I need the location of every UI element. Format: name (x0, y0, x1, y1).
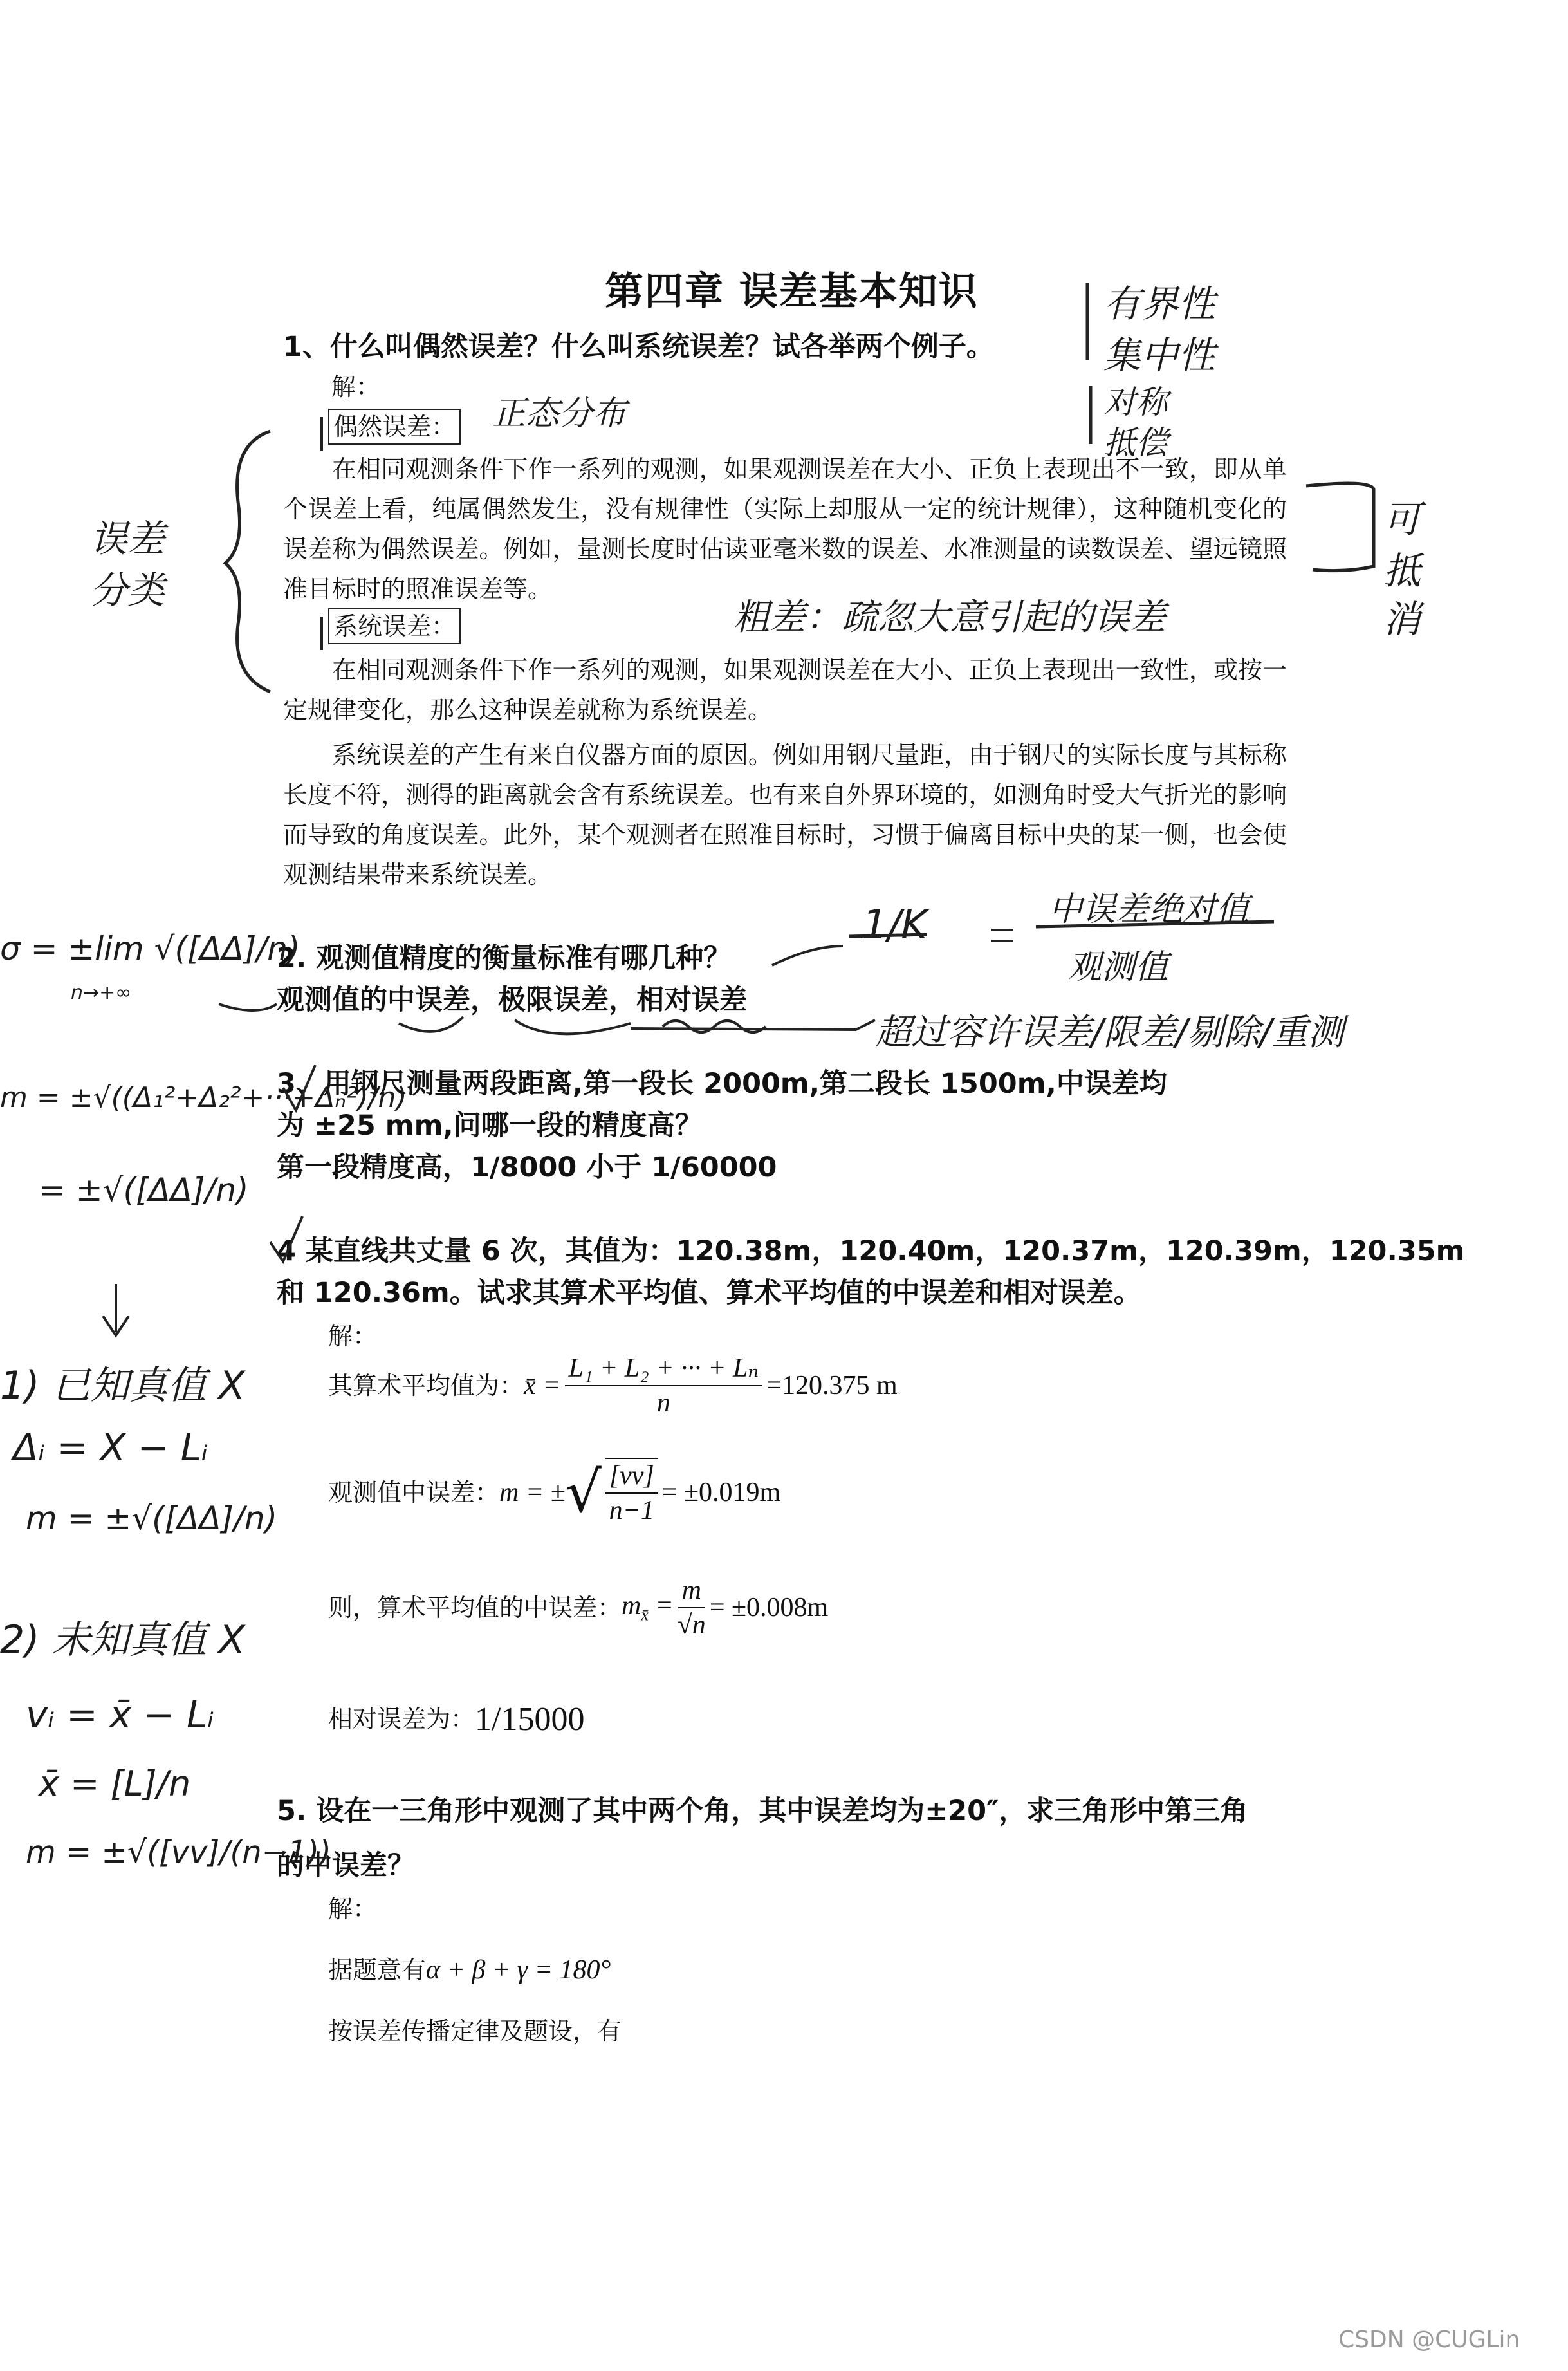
hw-left-f1: σ = ±lim √([ΔΔ]/n) (0, 930, 300, 967)
hw-left-f6: m = ±√([ΔΔ]/n) (26, 1500, 278, 1537)
hw-top-right-4: 抵偿 (1103, 424, 1168, 461)
question-3-line-2: 为 ±25 mm,问哪一段的精度高？ (277, 1110, 703, 1142)
mx-result: = ±0.008m (709, 1593, 829, 1623)
mx-symbol: $m_{x̄}$ = (622, 1591, 674, 1624)
hw-gross-error: 粗差：疏忽大意引起的误差 (733, 597, 1166, 638)
mean-denominator: n (656, 1388, 670, 1418)
q4-solution-label: 解： (328, 1322, 378, 1350)
k-fraction-line (849, 934, 927, 936)
system-error-text: 在相同观测条件下作一系列的观测，如果观测误差在大小、正负上表现出一致性，或按一定规律变化，那么这种误差就称为系统误差。 (283, 656, 1287, 724)
random-error-label: 偶然误差： (328, 409, 461, 445)
x-bar-symbol: x̄ = (524, 1371, 561, 1400)
question-3-line-1: 3、用钢尺测量两段距离,第一段长 2000m,第二段长 1500m,中误差均 (277, 1068, 1167, 1100)
q5-solution-label: 解： (328, 1895, 378, 1923)
underline-zhong (399, 1017, 463, 1032)
hw-left-f4: 1) 已知真值 X (0, 1363, 245, 1408)
arrow-to-k (772, 946, 843, 965)
hw-top-right-3: 对称 (1103, 384, 1168, 421)
question-4-line-2: 和 120.36m。试求其算术平均值、算术平均值的中误差和相对误差。 (277, 1277, 1141, 1309)
arrow-limit (631, 1020, 875, 1030)
hw-near-random: 正态分布 (492, 395, 627, 433)
relative-error-value: 1/15000 (475, 1700, 585, 1738)
hw-left-f2: m = ±√((Δ₁²+Δ₂²+···+Δₙ²)/n) (0, 1081, 407, 1114)
hw-left-f3: = ±√([ΔΔ]/n) (39, 1171, 249, 1209)
hw-relative-note-bottom: 观测值 (1068, 948, 1169, 987)
hw-left-f9: x̄ = [L]/n (39, 1763, 191, 1804)
hw-limit-note: 超过容许误差/限差/剔除/重测 (875, 1012, 1344, 1054)
mx-numerator: m (678, 1574, 705, 1608)
hw-right-side-1: 可 (1383, 497, 1421, 541)
m-numerator: [vv] (605, 1459, 658, 1494)
link-line (219, 1004, 277, 1010)
underline-jixian (515, 1020, 631, 1034)
hw-left-group-1: 误差 (90, 517, 165, 561)
hw-left-f8: vᵢ = x̄ − Lᵢ (26, 1693, 214, 1736)
hw-right-side-2: 抵 (1383, 549, 1421, 593)
hw-left-group-2: 分类 (90, 568, 165, 612)
note-fraction-line (1036, 922, 1274, 927)
answer-2: 观测值的中误差，极限误差，相对误差 (277, 984, 747, 1016)
check-q3 (283, 1065, 315, 1110)
equal-sign (991, 930, 1013, 941)
system-error-text-2: 系统误差的产生有来自仪器方面的原因。例如用钢尺量距，由于钢尺的实际长度与其标称长度不符，测得的距离就会含有系统误差。也有来自外界环境的，如测角时受大气折光的影响而导致的角度误差。此外，某个观测者在照准目标时，习惯于偏离目标中央的某一侧，也会使观测结果带来系统误差。 (283, 741, 1287, 889)
mean-numerator: L₁ + L₂ + ··· + Lₙ (565, 1352, 763, 1386)
check-q4 (270, 1216, 302, 1261)
question-1: 1、什么叫偶然误差？什么叫系统误差？试各举两个例子。 (283, 331, 994, 363)
question-4-line-1: 4 某直线共丈量 6 次，其值为：120.38m，120.40m，120.37m，120.39m，120.35m (277, 1235, 1465, 1267)
question-5-line-1: 5. 设在一三角形中观测了其中两个角，其中误差均为±20″，求三角形中第三角 (277, 1795, 1248, 1827)
m-result: = ±0.019m (661, 1478, 781, 1507)
system-error-label: 系统误差： (328, 608, 461, 644)
underline-xiangdui (663, 1021, 766, 1032)
hw-left-f1-sub: n→+∞ (71, 981, 132, 1004)
question-2: 2. 观测值精度的衡量标准有哪几种？ (277, 942, 732, 974)
m-denominator: n−1 (609, 1496, 654, 1525)
mean-result: =120.375 m (766, 1371, 898, 1400)
relative-error-label: 相对误差为： (328, 1705, 475, 1733)
question-5-line-2: 的中误差？ (277, 1850, 415, 1882)
mean-label: 其算术平均值为： (328, 1371, 524, 1400)
hw-top-right-2: 集中性 (1103, 333, 1216, 377)
hw-relative-note-top: 中误差绝对值 (1049, 890, 1250, 929)
mx-label: 则，算术平均值的中误差： (328, 1594, 622, 1622)
hw-right-side-3: 消 (1383, 597, 1421, 641)
hw-left-f7: 2) 未知真值 X (0, 1617, 245, 1662)
answer-3: 第一段精度高，1/8000 小于 1/60000 (277, 1151, 777, 1184)
m-label: 观测值中误差： (328, 1478, 500, 1507)
q5-line-1-label: 据题意有 (328, 1956, 427, 1984)
page-title: 第四章 误差基本知识 (605, 269, 979, 314)
hw-left-f10: m = ±√([vv]/(n−1)) (26, 1834, 331, 1870)
m-expr-left: m = ± (499, 1478, 566, 1507)
hw-top-right-1: 有界性 (1103, 282, 1216, 326)
q5-line-1-expr: α + β + γ = 180° (426, 1955, 611, 1985)
hw-left-f5: Δᵢ = X − Lᵢ (13, 1426, 208, 1469)
sqrt-symbol: √ (565, 1459, 602, 1525)
watermark: CSDN @CUGLin (1338, 2327, 1520, 2353)
q1-solution-label: 解： (331, 373, 381, 401)
down-arrow-left (103, 1284, 129, 1335)
left-brace (225, 431, 270, 692)
right-side-bracket (1306, 483, 1374, 571)
mx-denominator: √n (677, 1610, 706, 1640)
q5-line-2: 按误差传播定律及题设，有 (328, 2017, 622, 2045)
hw-relative-k: 1/K (862, 901, 927, 948)
random-error-text: 在相同观测条件下作一系列的观测，如果观测误差在大小、正负上表现出不一致，即从单个误差上看，纯属偶然发生，没有规律性（实际上却服从一定的统计规律），这种随机变化的误差称为偶然误差。例如，量测长度时估读亚毫米数的误差、水准测量的读数误差、望远镜照准目标时的照准误差等。 (283, 455, 1287, 603)
